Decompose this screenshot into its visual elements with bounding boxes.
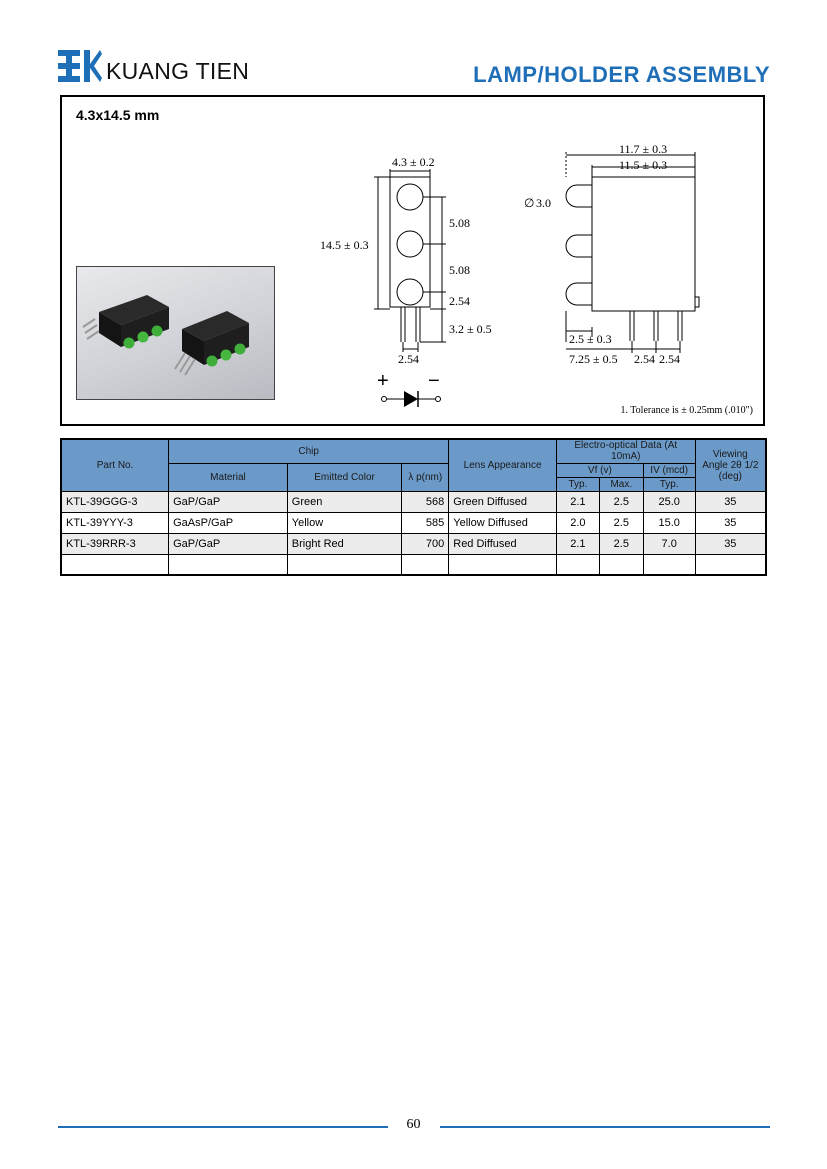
page-header xyxy=(58,44,770,94)
dim-front-height: 14.5 ± 0.3 xyxy=(320,238,369,252)
cell-lens: Green Diffused xyxy=(449,491,557,512)
th-vf-max: Max. xyxy=(599,477,643,491)
cell-wavelength: 700 xyxy=(402,533,449,554)
dim-pitch-1: 5.08 xyxy=(449,216,470,230)
cell-vf-max: 2.5 xyxy=(599,533,643,554)
cell-material: GaP/GaP xyxy=(169,533,288,554)
dim-lead-pitch-2: 2.54 xyxy=(659,352,680,366)
th-part-no: Part No. xyxy=(61,439,169,491)
table-row xyxy=(61,512,766,533)
th-lens: Lens Appearance xyxy=(449,439,557,491)
drawing-frame xyxy=(60,95,765,426)
size-label: 4.3x14.5 mm xyxy=(76,107,160,123)
th-chip: Chip xyxy=(169,439,449,463)
cell-vf-max: 2.5 xyxy=(599,491,643,512)
dim-diameter: 3.0 xyxy=(536,196,551,210)
cell-color: Green xyxy=(287,491,402,512)
cell-color: Bright Red xyxy=(287,533,402,554)
dim-lead-length: 3.2 ± 0.5 xyxy=(449,322,492,336)
page-number: 60 xyxy=(406,1117,421,1132)
table-row-empty xyxy=(61,554,766,575)
table-row xyxy=(61,491,766,512)
kt-logo-icon xyxy=(58,48,102,84)
dim-pitch-2: 5.08 xyxy=(449,263,470,277)
th-vf-typ: Typ. xyxy=(556,477,599,491)
cell-material: GaP/GaP xyxy=(169,491,288,512)
cell-part: KTL-39YYY-3 xyxy=(61,512,169,533)
cell-lens: Red Diffused xyxy=(449,533,557,554)
technical-drawing xyxy=(62,97,763,424)
cell-angle: 35 xyxy=(695,512,766,533)
cell-color: Yellow xyxy=(287,512,402,533)
cell-part: KTL-39RRR-3 xyxy=(61,533,169,554)
cell-vf-typ: 2.0 xyxy=(556,512,599,533)
polarity-plus: + xyxy=(377,370,389,392)
cell-vf-typ: 2.1 xyxy=(556,533,599,554)
dim-lens-protrude: 2.5 ± 0.3 xyxy=(569,332,612,346)
tolerance-note: 1. Tolerance is ± 0.25mm (.010") xyxy=(620,405,753,416)
spec-table xyxy=(60,438,767,576)
cell-angle: 35 xyxy=(695,491,766,512)
dim-diameter-prefix: ∅ xyxy=(524,196,535,210)
dim-inner-width: 11.5 ± 0.3 xyxy=(619,158,668,172)
th-vf: Vf (v) xyxy=(556,463,643,477)
th-material: Material xyxy=(169,463,288,491)
dim-front-width: 4.3 ± 0.2 xyxy=(392,155,435,169)
cell-angle: 35 xyxy=(695,533,766,554)
cell-iv-typ: 15.0 xyxy=(643,512,695,533)
brand-name: KUANG TIEN xyxy=(106,58,250,84)
th-electro: Electro-optical Data (At 10mA) xyxy=(556,439,695,463)
th-emitted-color: Emitted Color xyxy=(287,463,402,491)
cell-wavelength: 585 xyxy=(402,512,449,533)
th-iv-typ: Typ. xyxy=(643,477,695,491)
cell-lens: Yellow Diffused xyxy=(449,512,557,533)
cell-iv-typ: 7.0 xyxy=(643,533,695,554)
cell-iv-typ: 25.0 xyxy=(643,491,695,512)
polarity-minus: − xyxy=(428,370,440,392)
th-viewing: Viewing Angle 2θ 1/2 (deg) xyxy=(695,439,766,491)
page-title: LAMP/HOLDER ASSEMBLY xyxy=(473,62,770,87)
dim-lead-pitch-1: 2.54 xyxy=(634,352,655,366)
cell-vf-max: 2.5 xyxy=(599,512,643,533)
cell-part: KTL-39GGG-3 xyxy=(61,491,169,512)
cell-wavelength: 568 xyxy=(402,491,449,512)
dim-offset: 2.54 xyxy=(449,294,470,308)
th-wavelength: λ p(nm) xyxy=(402,463,449,491)
th-iv: IV (mcd) xyxy=(643,463,695,477)
cell-material: GaAsP/GaP xyxy=(169,512,288,533)
cell-vf-typ: 2.1 xyxy=(556,491,599,512)
dim-outer-width: 11.7 ± 0.3 xyxy=(619,142,668,156)
dim-lead-offset: 7.25 ± 0.5 xyxy=(569,352,618,366)
table-row xyxy=(61,533,766,554)
dim-lead-pitch: 2.54 xyxy=(398,352,419,366)
